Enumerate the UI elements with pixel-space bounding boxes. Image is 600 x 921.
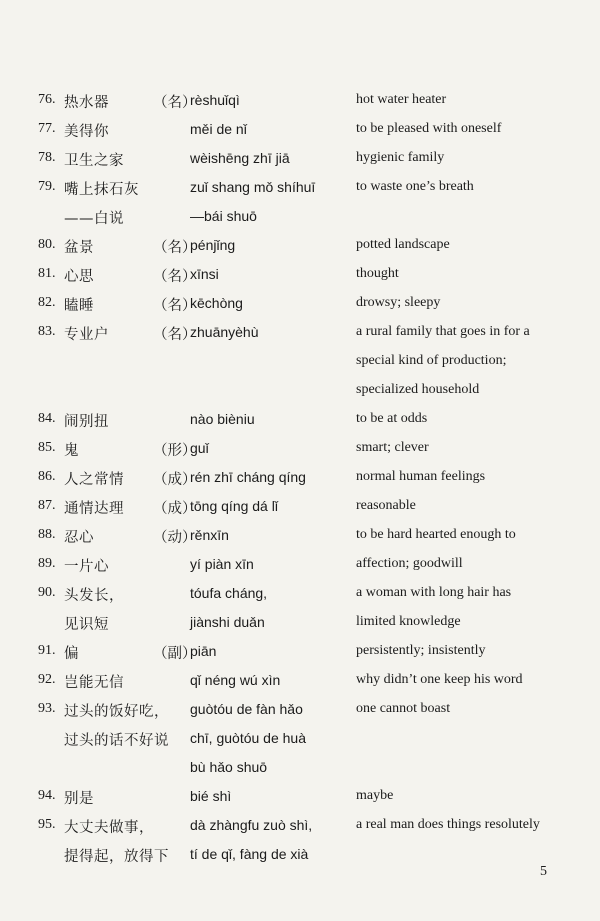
entry-row <box>0 840 600 869</box>
entry-word: 忍心 <box>64 530 94 546</box>
entry-gloss: a real man does things resolutely <box>356 817 540 832</box>
entry-row <box>0 347 600 376</box>
entry-pos: （名） <box>153 269 197 285</box>
entry-row <box>0 695 600 724</box>
entry-word: 大丈夫做事， <box>64 820 154 836</box>
entry-gloss: persistently; insistently <box>356 643 486 658</box>
entry-gloss: why didn’t one keep his word <box>356 672 523 687</box>
entry-number: 86. <box>38 469 56 484</box>
entry-row <box>0 637 600 666</box>
entry-word: 热水器 <box>64 95 109 111</box>
entry-pinyin: chī, guòtóu de huà <box>190 730 306 746</box>
entry-word: 嘴上抹石灰 <box>64 182 139 198</box>
entry-pos: （名） <box>153 327 197 343</box>
entry-number: 91. <box>38 643 56 658</box>
entry-word: 偏 <box>64 646 79 662</box>
entry-pos: （名） <box>153 95 197 111</box>
entry-row <box>0 115 600 144</box>
entry-row <box>0 405 600 434</box>
entry-number: 85. <box>38 440 56 455</box>
entry-gloss: normal human feelings <box>356 469 486 484</box>
entry-word: 瞌睡 <box>64 298 94 314</box>
entry-pinyin: zhuānyèhù <box>190 324 259 340</box>
entry-pinyin: kēchòng <box>190 295 243 311</box>
entry-gloss: maybe <box>356 788 394 803</box>
entry-row <box>0 608 600 637</box>
entry-pinyin: guǐ <box>190 440 209 456</box>
entry-gloss: drowsy; sleepy <box>356 295 441 310</box>
entry-row <box>0 173 600 202</box>
entry-pinyin: qǐ néng wú xìn <box>190 672 281 688</box>
entry-gloss: hygienic family <box>356 150 445 165</box>
entry-row <box>0 260 600 289</box>
entry-pinyin: guòtóu de fàn hǎo <box>190 701 303 717</box>
entry-word: 闹别扭 <box>64 414 109 430</box>
entry-pinyin: piān <box>190 643 217 659</box>
entry-row <box>0 86 600 115</box>
entry-row <box>0 550 600 579</box>
entry-number: 90. <box>38 585 56 600</box>
entry-word: 心思 <box>64 269 94 285</box>
entry-word: 人之常情 <box>64 472 124 488</box>
entry-pinyin: rèshuǐqì <box>190 92 240 108</box>
entry-row <box>0 318 600 347</box>
entry-gloss: affection; goodwill <box>356 556 463 571</box>
entry-row <box>0 202 600 231</box>
entry-row <box>0 521 600 550</box>
entry-gloss: thought <box>356 266 399 281</box>
entry-pos: （形） <box>153 443 197 459</box>
entry-gloss: specialized household <box>356 382 480 397</box>
entry-word: 通情达理 <box>64 501 124 517</box>
entry-pinyin: tōng qíng dá lǐ <box>190 498 278 514</box>
entry-gloss: a rural family that goes in for a <box>356 324 530 339</box>
entry-pinyin: tí de qǐ, fàng de xià <box>190 846 309 862</box>
entry-word: 卫生之家 <box>64 153 124 169</box>
entry-row <box>0 376 600 405</box>
entry-pinyin: jiànshi duǎn <box>190 614 265 630</box>
entry-pinyin: dà zhàngfu zuò shì, <box>190 817 313 833</box>
entry-number: 87. <box>38 498 56 513</box>
entry-word: 提得起，放得下 <box>64 849 169 865</box>
entry-row <box>0 434 600 463</box>
entry-gloss: reasonable <box>356 498 416 513</box>
entry-number: 77. <box>38 121 56 136</box>
entry-pinyin: bié shì <box>190 788 232 804</box>
entry-row <box>0 724 600 753</box>
entry-word: ——白说 <box>64 211 124 227</box>
entry-pinyin: rěnxīn <box>190 527 229 543</box>
entry-pinyin: —bái shuō <box>190 208 257 224</box>
entry-row <box>0 666 600 695</box>
entry-row <box>0 492 600 521</box>
entry-number: 78. <box>38 150 56 165</box>
entry-number: 83. <box>38 324 56 339</box>
entry-gloss: one cannot boast <box>356 701 451 716</box>
entry-gloss: smart; clever <box>356 440 429 455</box>
entry-word: 美得你 <box>64 124 109 140</box>
entry-pinyin: wèishēng zhī jiā <box>190 150 290 166</box>
entry-pos: （名） <box>153 240 197 256</box>
entry-number: 92. <box>38 672 56 687</box>
entry-row <box>0 811 600 840</box>
entry-pinyin: pénjǐng <box>190 237 236 253</box>
entry-number: 88. <box>38 527 56 542</box>
entry-gloss: to be hard hearted enough to <box>356 527 516 542</box>
entry-pinyin: xīnsi <box>190 266 219 282</box>
entry-gloss: hot water heater <box>356 92 447 107</box>
entry-word: 过头的话不好说 <box>64 733 169 749</box>
entry-pinyin: rén zhī cháng qíng <box>190 469 306 485</box>
entry-pos: （名） <box>153 298 197 314</box>
entry-row <box>0 782 600 811</box>
entry-pinyin: zuǐ shang mǒ shíhuī <box>190 179 316 195</box>
entry-row <box>0 289 600 318</box>
entry-number: 89. <box>38 556 56 571</box>
entry-pinyin: měi de nǐ <box>190 121 247 137</box>
entry-number: 93. <box>38 701 56 716</box>
entry-gloss: limited knowledge <box>356 614 461 629</box>
entry-number: 81. <box>38 266 56 281</box>
entry-word: 盆景 <box>64 240 94 256</box>
entry-word: 过头的饭好吃， <box>64 704 169 720</box>
entry-row <box>0 144 600 173</box>
entry-gloss: to be at odds <box>356 411 428 426</box>
entry-pos: （成） <box>153 501 197 517</box>
entry-number: 79. <box>38 179 56 194</box>
entry-pos: （成） <box>153 472 197 488</box>
entry-pinyin: yí piàn xīn <box>190 556 254 572</box>
page-number: 5 <box>540 864 547 879</box>
entry-pinyin: tóufa cháng, <box>190 585 268 601</box>
entry-number: 94. <box>38 788 56 803</box>
entry-row <box>0 231 600 260</box>
entry-row <box>0 463 600 492</box>
entry-gloss: potted landscape <box>356 237 450 252</box>
entry-word: 一片心 <box>64 559 109 575</box>
entry-pos: （副） <box>153 646 197 662</box>
entry-number: 95. <box>38 817 56 832</box>
entry-word: 别是 <box>64 791 94 807</box>
entry-number: 84. <box>38 411 56 426</box>
entry-row <box>0 753 600 782</box>
entry-pos: （动） <box>153 530 197 546</box>
entry-gloss: special kind of production; <box>356 353 507 368</box>
entry-word: 鬼 <box>64 443 79 459</box>
entry-number: 80. <box>38 237 56 252</box>
entry-row <box>0 579 600 608</box>
entry-gloss: a woman with long hair has <box>356 585 512 600</box>
entry-gloss: to waste one’s breath <box>356 179 474 194</box>
entry-number: 76. <box>38 92 56 107</box>
entry-pinyin: bù hǎo shuō <box>190 759 268 775</box>
entry-word: 岂能无信 <box>64 675 124 691</box>
entry-word: 专业户 <box>64 327 109 343</box>
entry-number: 82. <box>38 295 56 310</box>
entry-word: 见识短 <box>64 617 109 633</box>
entry-pinyin: nào bièniu <box>190 411 255 427</box>
entry-word: 头发长， <box>64 588 124 604</box>
entry-gloss: to be pleased with oneself <box>356 121 502 136</box>
